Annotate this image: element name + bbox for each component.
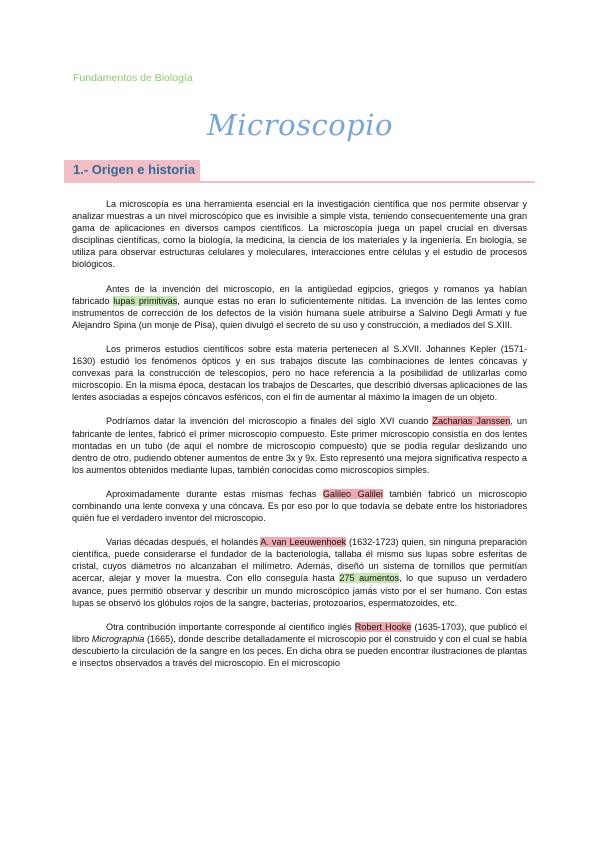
course-header: Fundamentos de Biología [73, 72, 193, 84]
paragraph [72, 198, 527, 271]
paragraph-text: , lo que supuso un verdadero avance, pues permitió observar y describir un mundo microscópico jamás visto por el ser humano. Con estas lupas se observó los glóbulos rojos de la sangre, bacterias, protozoarios, espermatozoides, etc. [72, 573, 527, 608]
paragraph-text: , un fabricante de lentes, fabricó el primer microscopio compuesto. Este primer microscopio consistía en dos lentes montadas en un tubo (de aquí el nombre de microscopio compuesto) que se podía regular deslizando uno dentro de otro, pudiendo obtener aumentos de entre 3x y 9x. Esto representó una mejora significativa respecto a los aumentos obtenidos mediante lupas, también conocidas como microscopios simples. [72, 416, 527, 475]
paragraph-text: Antes de la invención del microscopio, en la antigüedad egipcios, griegos y romanos ya habían fabricado [72, 283, 527, 306]
document-body [72, 198, 527, 681]
paragraph-text: Otra contribución importante corresponde al científico inglés [106, 621, 355, 632]
paragraph [72, 415, 527, 475]
page-title: Microscopio [207, 108, 393, 142]
paragraph [72, 536, 527, 609]
paragraph-text: (1635-1703), que publicó el libro [72, 621, 528, 644]
paragraph-text: también fabricó un microscopio combinando una lente convexa y una cóncava. Es por eso por lo que todavía se debate entre los historiadores quién fue el verdadero inventor del microscopio. [72, 488, 527, 524]
section-divider [64, 181, 535, 183]
paragraph [72, 343, 527, 403]
paragraph-text: La microscopía es una herramienta esencial en la investigación científica que nos permite observar y analizar muestras a un nivel microscópico que es invisible a simple vista, teniendo consecuentemente una gran gama de aplicaciones en diversos campos científicos. La microscopía juega un papel crucial en diversas disciplinas científicas, como la biología, la medicina, la ciencia de los materiales y la ingeniería. En biología, se utiliza para observar estructuras celulares y moleculares, interacciones entre células y el estudio de procesos biológicos. [72, 199, 527, 270]
paragraph [72, 488, 527, 524]
italic-title: Micrographia [91, 633, 145, 644]
paragraph [72, 283, 527, 331]
highlighted-name: Robert Hooke [354, 621, 412, 632]
paragraph-text: Varias décadas después, el holandés [106, 537, 261, 548]
highlighted-name: Zacharias Janssen [432, 416, 511, 427]
paragraph-text: Podríamos datar la invención del microscopio a finales del siglo XVI cuando [106, 416, 433, 427]
highlighted-term: 275 aumentos [339, 573, 400, 584]
section-heading: 1.- Origen e historia [73, 162, 196, 177]
paragraph-text: Aproximadamente durante estas mismas fechas [106, 488, 323, 499]
paragraph-text: (1632-1723) quien, sin ninguna preparación científica, puede considerarse el fundador de la bacteriología, tallaba él mismo sus lupas sobre esferitas de cristal, cuyos diámetros no alcanzaban el milímetro. Además, diseñó un sistema de tornillos que permitían acercar, alejar y mover la muestra. Con ello conseguía hasta [72, 537, 527, 584]
paragraph [72, 621, 527, 669]
highlighted-name: A. van Leeuwenhoek [260, 537, 347, 548]
highlighted-term: lupas primitivas [113, 295, 178, 306]
paragraph-text: , aunque estas no eran lo suficientemente nítidas. La invención de las lentes como instrumentos de corrección de los defectos de la visión humana suele atribuirse a Salvino Degli Armati y fue Alejandro Spina (un monje de Pisa), quien divulgó el secreto de su uso y construcción, a mediados del S.XIII. [72, 295, 528, 330]
highlighted-name: Galileo Galilei [322, 488, 383, 499]
paragraph-text: Los primeros estudios científicos sobre esta materia pertenecen al S.XVII. Johannes Kepler (1571-1630) estudió los fenómenos ópticos y en sus trabajos discute las combinaciones de lentes cóncavas y convexas para la construcción de telescopios, pero no hace referencia a la posibilidad de utilizarlas como microscopio. En la misma época, destacan los trabajos de Descartes, que describió diversas aplicaciones de las lentes asociadas a espejos cóncavos esféricos, con el fin de aumentar al máximo la imagen de un objeto. [72, 343, 527, 403]
paragraph-text: (1665), donde describe detalladamente el microscopio por él construido y con el cual se había descubierto la circulación de la sangre en los peces. En dicha obra se pueden encontrar ilustraciones de plantas e insectos observados a través del microscopio. En el microscopio [72, 633, 527, 668]
